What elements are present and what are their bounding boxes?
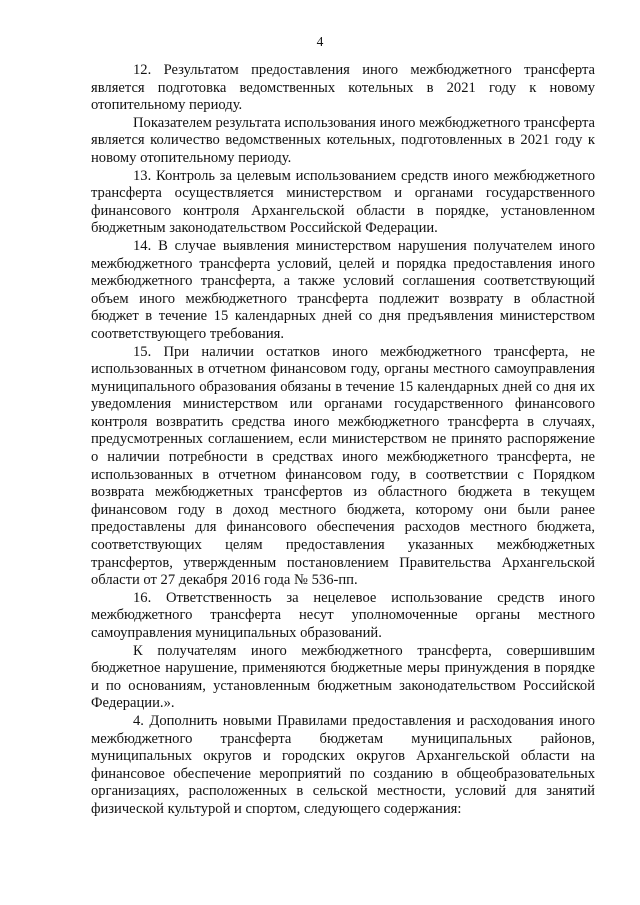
paragraph-budget-measures: К получателям иного межбюджетного трансферта, совершившим бюджетное нарушение, применяются бюджетные меры принуждения в порядке и по основаниям, установленным бюджетным законодательством Российской Федерации.». — [91, 642, 595, 712]
paragraph-item-15: 15. При наличии остатков иного межбюджетного трансферта, не использованных в отчетном финансовом году, органы местного самоуправления муниципального образования обязаны в течение 15 календарных дней со дня их уведомления министерством или органами государственного финансового контроля возвратить средства иного межбюджетного трансферта в случаях, предусмотренных соглашением, если министерством не принято распоряжение о наличии потребности в средствах иного межбюджетного трансферта, не использованных в отчетном финансовом году, в соответствии с Порядком возврата межбюджетных трансфертов из областного бюджета в текущем финансовом году в доход местного бюджета, которому они были ранее предоставлены для финансового обеспечения расходов местного бюджета, соответствующих целям предоставления указанных межбюджетных трансфертов, утвержденным постановлением Правительства Архангельской области от 27 декабря 2016 года № 536-пп. — [91, 343, 595, 589]
paragraph-item-13: 13. Контроль за целевым использованием средств иного межбюджетного трансферта осуществляется министерством и органами государственного финансового контроля Архангельской области в порядке, установленном бюджетным законодательством Российской Федерации. — [91, 167, 595, 237]
paragraph-item-12: 12. Результатом предоставления иного межбюджетного трансферта является подготовка ведомственных котельных в 2021 году к новому отопительному периоду. — [91, 62, 595, 114]
document-body — [91, 62, 595, 819]
paragraph-result-indicator: Показателем результата использования иного межбюджетного трансферта является количество ведомственных котельных, подготовленных в 2021 году к новому отопительному периоду. — [91, 114, 595, 166]
paragraph-item-4-amendment: 4. Дополнить новыми Правилами предоставления и расходования иного межбюджетного трансферта бюджетам муниципальных районов, муниципальных округов и городских округов Архангельской области на финансовое обеспечение мероприятий по созданию в общеобразовательных организациях, расположенных в сельской местности, условий для занятий физической культурой и спортом, следующего содержания: — [91, 712, 595, 817]
paragraph-item-14: 14. В случае выявления министерством нарушения получателем иного межбюджетного трансферта условий, целей и порядка предоставления иного межбюджетного трансферта, а также условий соглашения соответствующий объем иного межбюджетного трансферта подлежит возврату в областной бюджет в течение 15 календарных дней со дня предъявления министерством соответствующего требования. — [91, 237, 595, 342]
page-number: 4 — [316, 34, 324, 49]
paragraph-item-16: 16. Ответственность за нецелевое использование средств иного межбюджетного трансферта несут уполномоченные органы местного самоуправления муниципальных образований. — [91, 589, 595, 641]
